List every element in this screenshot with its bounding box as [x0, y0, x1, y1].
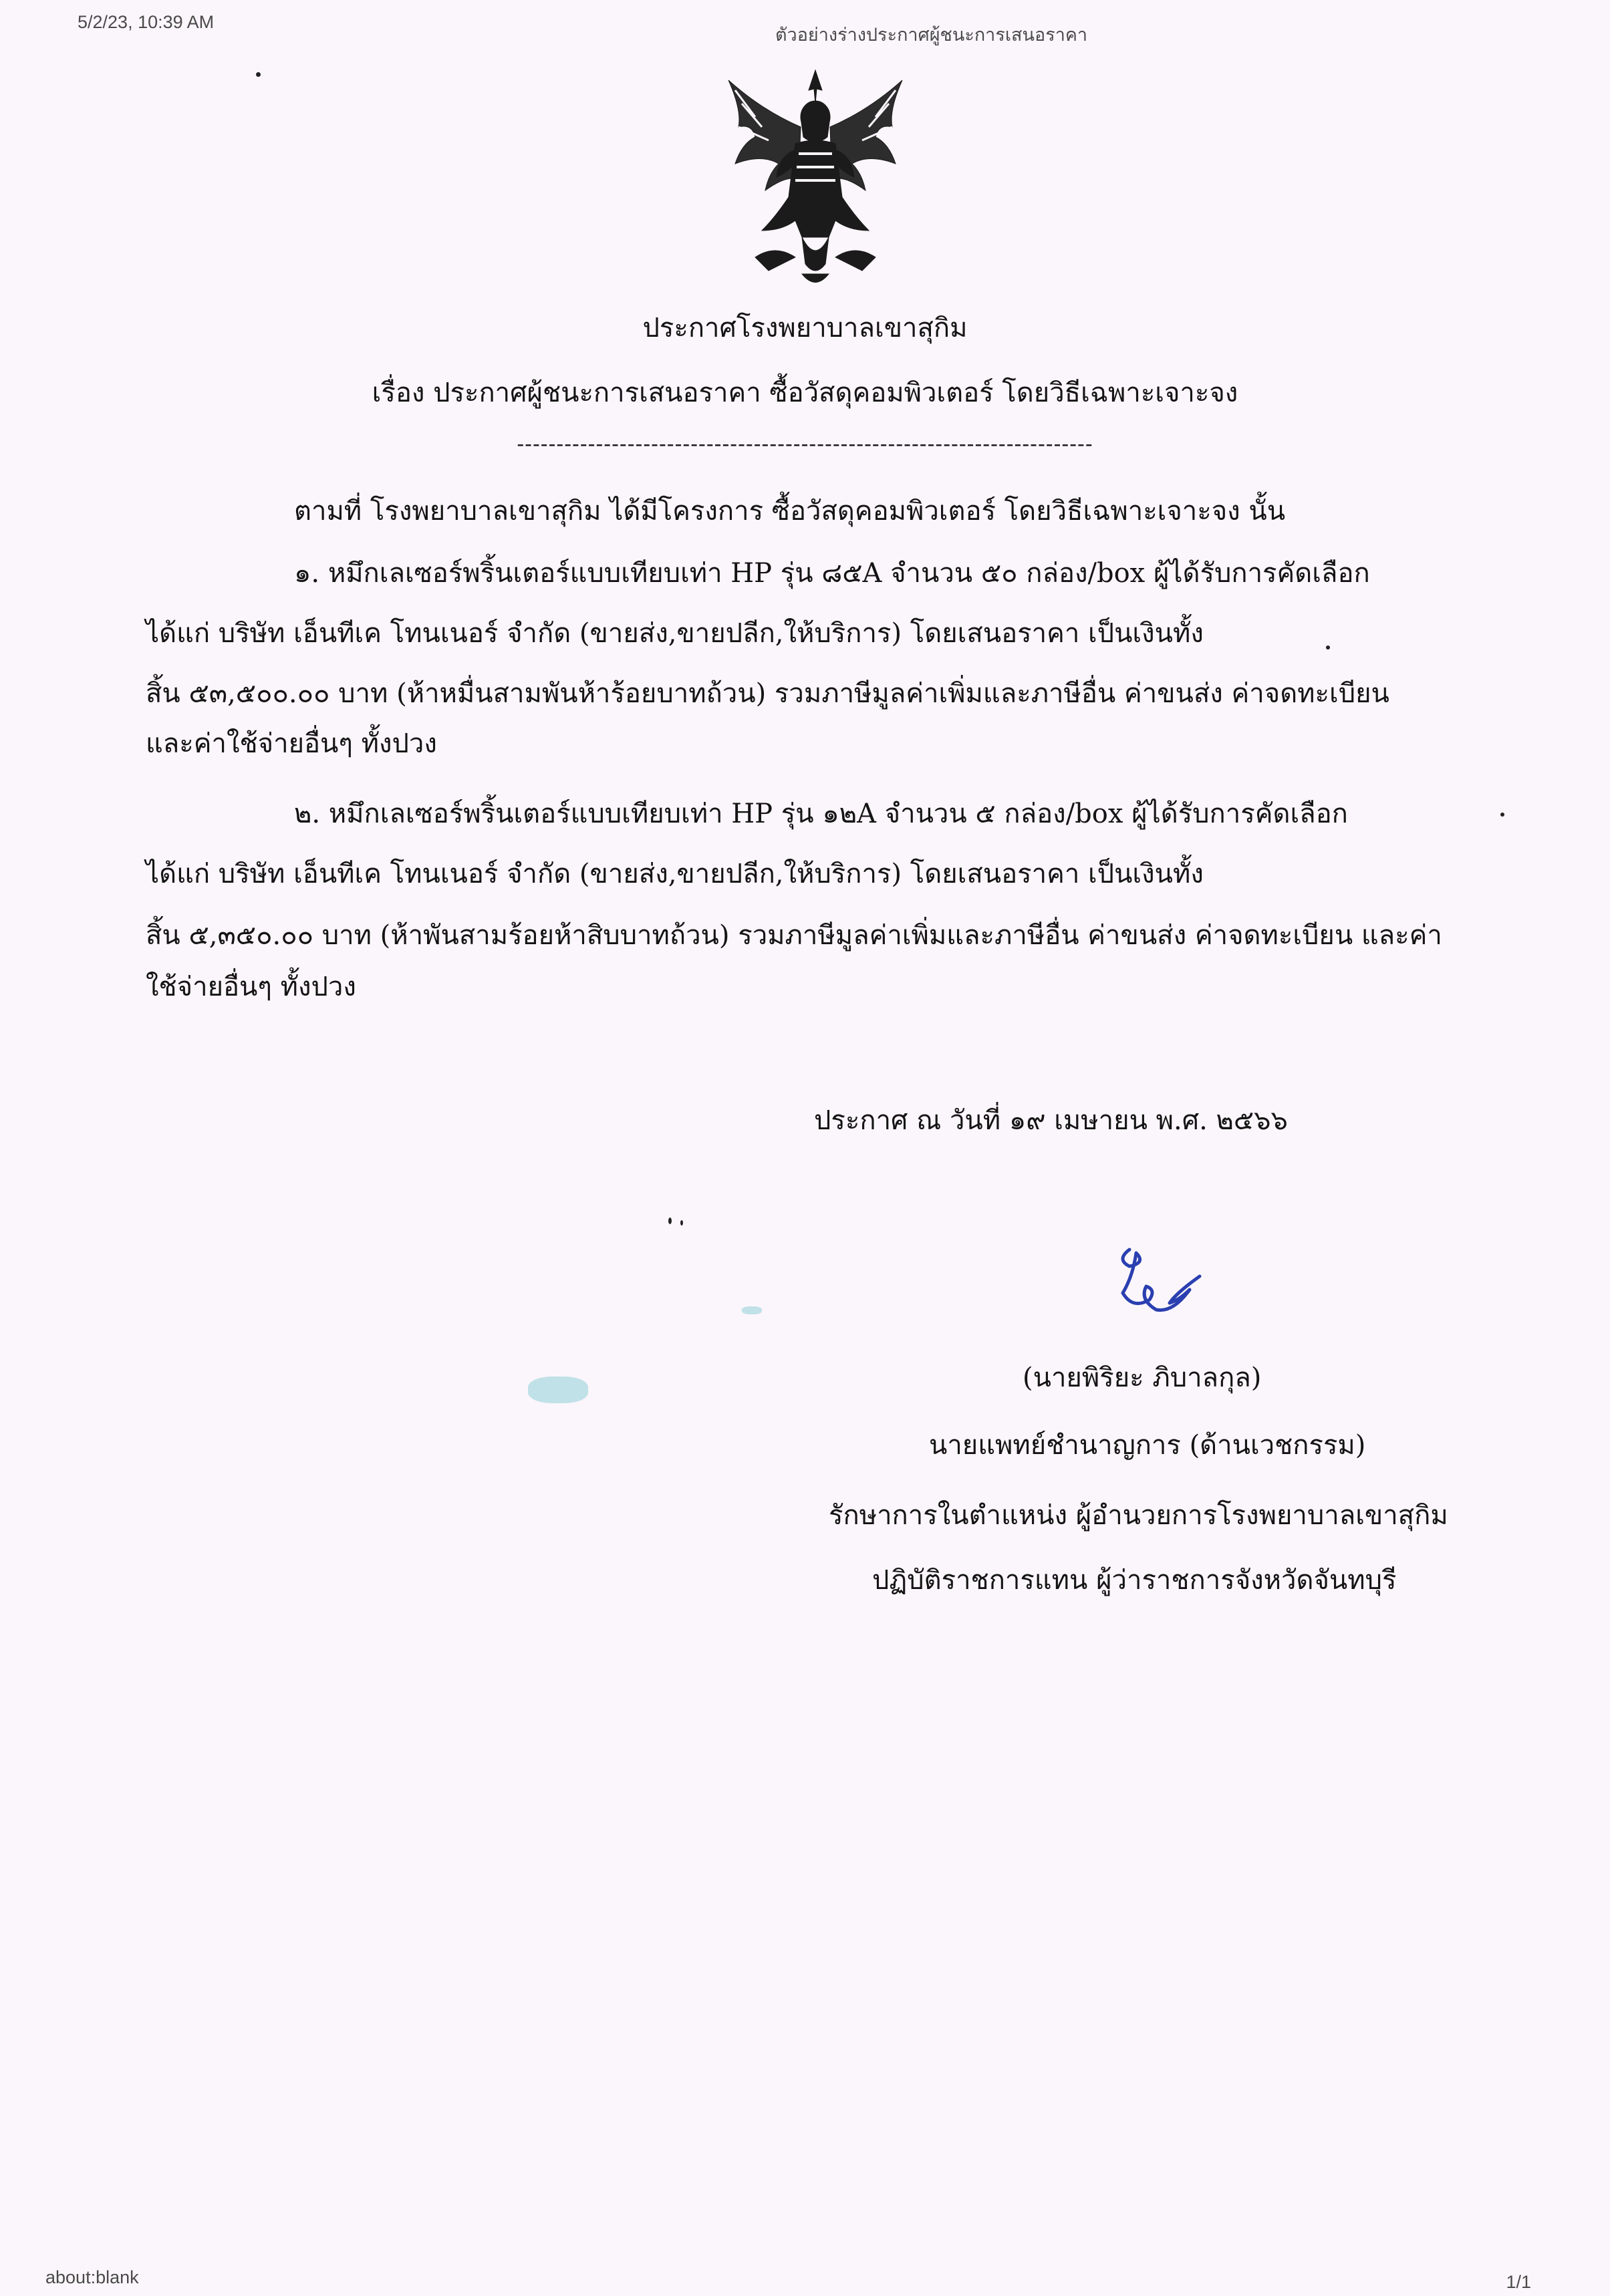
item2-line3: สิ้น ๕,๓๕๐.๐๐ บาท (ห้าพันสามร้อยห้าสิบบาทถ้วน) รวมภาษีมูลค่าเพิ่มและภาษีอื่น ค่าขนส่ง ค่าจดทะเบียน และค่า	[146, 920, 1442, 951]
scan-speck	[528, 1377, 588, 1403]
print-page-number: 1/1	[1506, 2272, 1531, 2292]
print-document-title: ตัวอย่างร่างประกาศผู้ชนะการเสนอราคา	[775, 25, 1088, 45]
scan-speck	[1500, 813, 1504, 817]
announcement-date: ประกาศ ณ วันที่ ๑๙ เมษายน พ.ศ. ๒๕๖๖	[814, 1105, 1288, 1136]
item2-line1: ๒. หมึกเลเซอร์พริ้นเตอร์แบบเทียบเท่า HP รุ่น ๑๒A จำนวน ๕ กล่อง/box ผู้ได้รับการคัดเลือก	[294, 799, 1348, 829]
announcement-title: ประกาศโรงพยาบาลเขาสุกิม	[642, 313, 968, 343]
signature-icon	[1109, 1236, 1216, 1323]
divider-line: -------------------------------------------------------------------------	[517, 431, 1093, 456]
item1-line4: และค่าใช้จ่ายอื่นๆ ทั้งปวง	[146, 728, 437, 759]
item1-line1: ๑. หมึกเลเซอร์พริ้นเตอร์แบบเทียบเท่า HP รุ่น ๘๕A จำนวน ๕๐ กล่อง/box ผู้ได้รับการคัดเลือก	[294, 558, 1370, 589]
item1-line2: ได้แก่ บริษัท เอ็นทีเค โทนเนอร์ จำกัด (ขายส่ง,ขายปลีก,ให้บริการ) โดยเสนอราคา เป็นเงินทั้ง	[146, 618, 1204, 649]
scan-speck	[668, 1217, 672, 1224]
garuda-emblem-icon	[715, 63, 916, 291]
signatory-position: นายแพทย์ชำนาญการ (ด้านเวชกรรม)	[929, 1430, 1366, 1461]
scan-speck	[256, 72, 261, 77]
signatory-on-behalf: ปฏิบัติราชการแทน ผู้ว่าราชการจังหวัดจันทบุรี	[872, 1565, 1397, 1596]
scan-speck	[742, 1306, 762, 1314]
item2-line4: ใช้จ่ายอื่นๆ ทั้งปวง	[146, 972, 356, 1002]
print-url: about:blank	[45, 2267, 139, 2287]
scan-speck	[680, 1220, 683, 1226]
signatory-acting-role: รักษาการในตำแหน่ง ผู้อำนวยการโรงพยาบาลเขาสุกิม	[829, 1500, 1448, 1531]
item1-line3: สิ้น ๕๓,๕๐๐.๐๐ บาท (ห้าหมื่นสามพันห้าร้อยบาทถ้วน) รวมภาษีมูลค่าเพิ่มและภาษีอื่น ค่าขนส่ง ค่าจดทะเบียน	[146, 678, 1389, 709]
signatory-name: (นายพิริยะ ภิบาลกุล)	[1023, 1362, 1262, 1393]
announcement-subject: เรื่อง ประกาศผู้ชนะการเสนอราคา ซื้อวัสดุคอมพิวเตอร์ โดยวิธีเฉพาะเจาะจง	[372, 378, 1238, 408]
scan-speck	[1326, 645, 1330, 650]
item2-line2: ได้แก่ บริษัท เอ็นทีเค โทนเนอร์ จำกัด (ขายส่ง,ขายปลีก,ให้บริการ) โดยเสนอราคา เป็นเงินทั้ง	[146, 859, 1204, 889]
intro-paragraph: ตามที่ โรงพยาบาลเขาสุกิม ได้มีโครงการ ซื้อวัสดุคอมพิวเตอร์ โดยวิธีเฉพาะเจาะจง นั้น	[294, 496, 1286, 527]
print-datetime: 5/2/23, 10:39 AM	[78, 12, 215, 32]
